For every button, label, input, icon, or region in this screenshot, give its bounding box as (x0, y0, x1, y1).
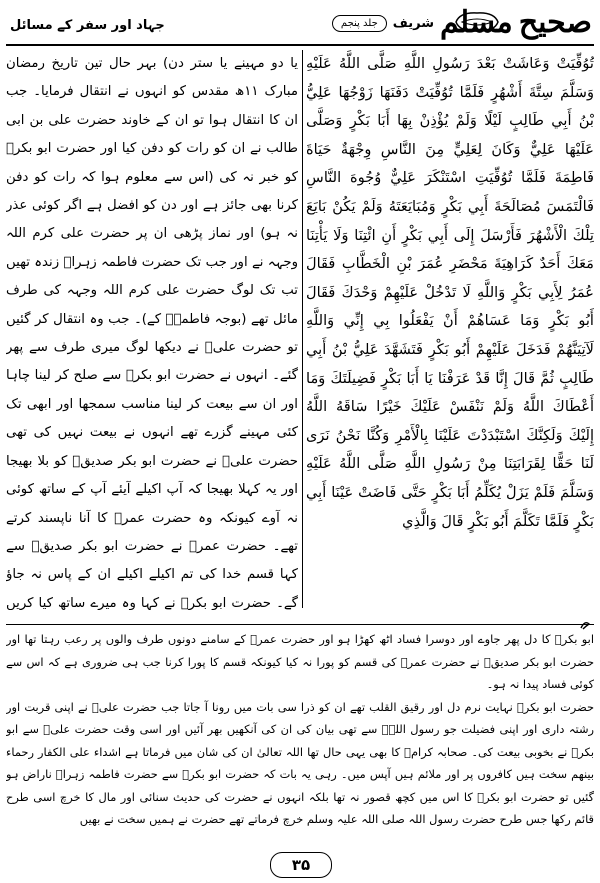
chapter-title: جہاد اور سفر کے مسائل (10, 18, 165, 33)
hadith-arabic-column (306, 50, 594, 610)
translation-column (6, 50, 298, 610)
page-header (6, 4, 594, 46)
footnotes (6, 628, 594, 848)
book-title: صحیح (518, 5, 592, 40)
footnote-rule (6, 624, 594, 625)
footnote-2: حضرت ابو بکرؓ نہایت نرم دل اور رقیق القلب تھے ان کو ذرا سی بات میں رونا آ جاتا جب حضرت علیؓ نے اپنی قربت اور رشتہ داری اور اپنی فضیلت جو رسول اللہؐ سے تھی بیان کی ان کی آنکھیں بھر آئیں اور اسی وقت حضرت علیؓ سے ابو بکرؓ نے بخوبی بیعت کی۔ صحابہ کرامؓ کا بھی یہی حال تھا اللہ تعالیٰ ان کی شان میں فرماتا ہے اشداء علی الکفار رحماء بینھم سخت ہیں کافروں پر اور ملائم ہیں آپس میں۔ رہی یہ بات کہ حضرت ابو بکرؓ سے حضرت فاطمہ زہراؓ ناراض ہو گئیں تو حضرت ابو بکرؓ کا اس میں کچھ قصور نہ تھا بلکہ انہوں نے حضرت کی حدیث سنائی اور مال کا خرچ اسی طرح قائم رکھا جس طرح حضرت رسول اللہ صلی اللہ علیہ وسلم خرچ فرماتے تھے حضرت نے ہمیں سخت نے بھیں (6, 699, 594, 826)
book-title-block (332, 4, 592, 42)
book-title-suffix: شریف (392, 15, 434, 31)
book-title-main: مسلم (440, 5, 513, 40)
volume-badge: جلد پنجم (332, 15, 387, 32)
translation-text: یا دو مہینے یا ستر دن) بہر حال تین تاریخ رمضان مبارک ۱۱ھ مقدس کو انہوں نے انتقال فرمایا۔ جب ان کا انتقال ہوا تو ان کے خاوند حضرت علی بن ابی طالب نے ان کو رات کو دفن کیا اور حضرت ابو بکرؓ کو خبر نہ کی (اس سے معلوم ہوا کہ رات کو دفن کرنا بھی جائز ہے اور دن کو افضل ہے اگر کوئی عذر نہ ہو) اور نماز پڑھی ان پر حضرت علی کرم اللہ وجہہ نے اور جب تک حضرت فاطمہ زہراؓ زندہ تھیں تب تک لوگ حضرت علی کرم اللہ وجہہ کی طرف مائل تھے (بوجہ فاطمہؓ کے)۔ جب وہ انتقال کر گئیں تو حضرت علیؓ نے دیکھا لوگ میری طرف سے پھر گئے۔ انہوں نے حضرت ابو بکرؓ سے صلح کر لینا چاہا اور ان سے بیعت کر لینا مناسب سمجھا اور ابھی تک کئی مہینے گزرے تھے انہوں نے بیعت نہیں کی تھی حضرت علیؓ نے حضرت ابو بکر صدیقؓ کو بلا بھیجا اور یہ کہلا بھیجا کہ آپ اکیلے آیئے آپ کے ساتھ کوئی نہ آوے کیونکہ وہ حضرت عمرؓ کا آنا ناپسند کرتے تھے۔ حضرت عمرؓ نے حضرت ابو بکر صدیقؓ سے کہا قسم خدا کی تم اکیلے اکیلے ان کے پاس نہ جاؤ گے۔ حضرت ابو بکرؓ نے کہا وہ میرے ساتھ کیا کریں (6, 56, 298, 610)
column-divider (302, 50, 303, 608)
footnote-1: ابو بکرؓ کا دل پھر جاوے اور دوسرا فساد اٹھ کھڑا ہو اور حضرت عمرؓ کے سامنے دونوں طرف والوں پر رعب رہتا تھا اور حضرت ابو بکر صدیقؓ نے حضرت عمرؓ کی قسم کو پورا نہ کیا کیونکہ قسم کا پورا کرنا جب ہی ضروری ہے کہ اس سے کوئی فساد پیدا نہ ہو۔ (6, 632, 594, 691)
hadith-arabic-text: تُوُفِّيَتْ وَعَاشَتْ بَعْدَ رَسُولِ اللَّهِ صَلَّى اللَّهُ عَلَيْهِ وَسَلَّمَ سِتَّةَ أَشْهُرٍ فَلَمَّا تُوُفِّيَتْ دَفَنَهَا زَوْجُهَا عَلِيُّ بْنُ أَبِي طَالِبٍ لَيْلًا وَلَمْ يُؤْذِنْ بِهَا أَبَا بَكْرٍ وَصَلَّى عَلَيْهَا عَلِيٌّ وَكَانَ لِعَلِيٍّ مِنَ النَّاسِ وِجْهَةٌ حَيَاةَ فَاطِمَةَ فَلَمَّا تُوُفِّيَتِ اسْتَنْكَرَ عَلِيٌّ وُجُوهَ النَّاسِ فَالْتَمَسَ مُصَالَحَةَ أَبِي بَكْرٍ وَمُبَايَعَتَهُ وَلَمْ يَكُنْ بَايَعَ تِلْكَ الْأَشْهُرَ فَأَرْسَلَ إِلَى أَبِي بَكْرٍ أَنِ ائْتِنَا وَلَا يَأْتِنَا مَعَكَ أَحَدٌ كَرَاهِيَةَ مَحْضَرِ عُمَرَ بْنِ الْخَطَّابِ فَقَالَ عُمَرُ لِأَبِي بَكْرٍ وَاللَّهِ لَا تَدْخُلْ عَلَيْهِمْ وَحْدَكَ فَقَالَ أَبُو بَكْرٍ وَمَا عَسَاهُمْ أَنْ يَفْعَلُوا بِي إِنِّي وَاللَّهِ لَآتِيَنَّهُمْ فَدَخَلَ عَلَيْهِمْ أَبُو بَكْرٍ فَتَشَهَّدَ عَلِيُّ بْنُ أَبِي طَالِبٍ ثُمَّ قَالَ إِنَّا قَدْ عَرَفْنَا يَا أَبَا بَكْرٍ فَضِيلَتَكَ وَمَا أَعْطَاكَ اللَّهُ وَلَمْ نَنْفَسْ عَلَيْكَ خَيْرًا سَاقَهُ اللَّهُ إِلَيْكَ وَلَكِنَّكَ اسْتَبْدَدْتَ عَلَيْنَا بِالْأَمْرِ وَكُنَّا نَحْنُ نَرَى لَنَا حَقًّا لِقَرَابَتِنَا مِنْ رَسُولِ اللَّهِ صَلَّى اللَّهُ عَلَيْهِ وَسَلَّمَ فَلَمْ يَزَلْ يُكَلِّمُ أَبَا بَكْرٍ حَتَّى فَاضَتْ عَيْنَا أَبِي بَكْرٍ فَلَمَّا تَكَلَّمَ أَبُو بَكْرٍ قَالَ وَالَّذِي (306, 55, 594, 530)
page-number: ۳۵ (270, 852, 332, 878)
